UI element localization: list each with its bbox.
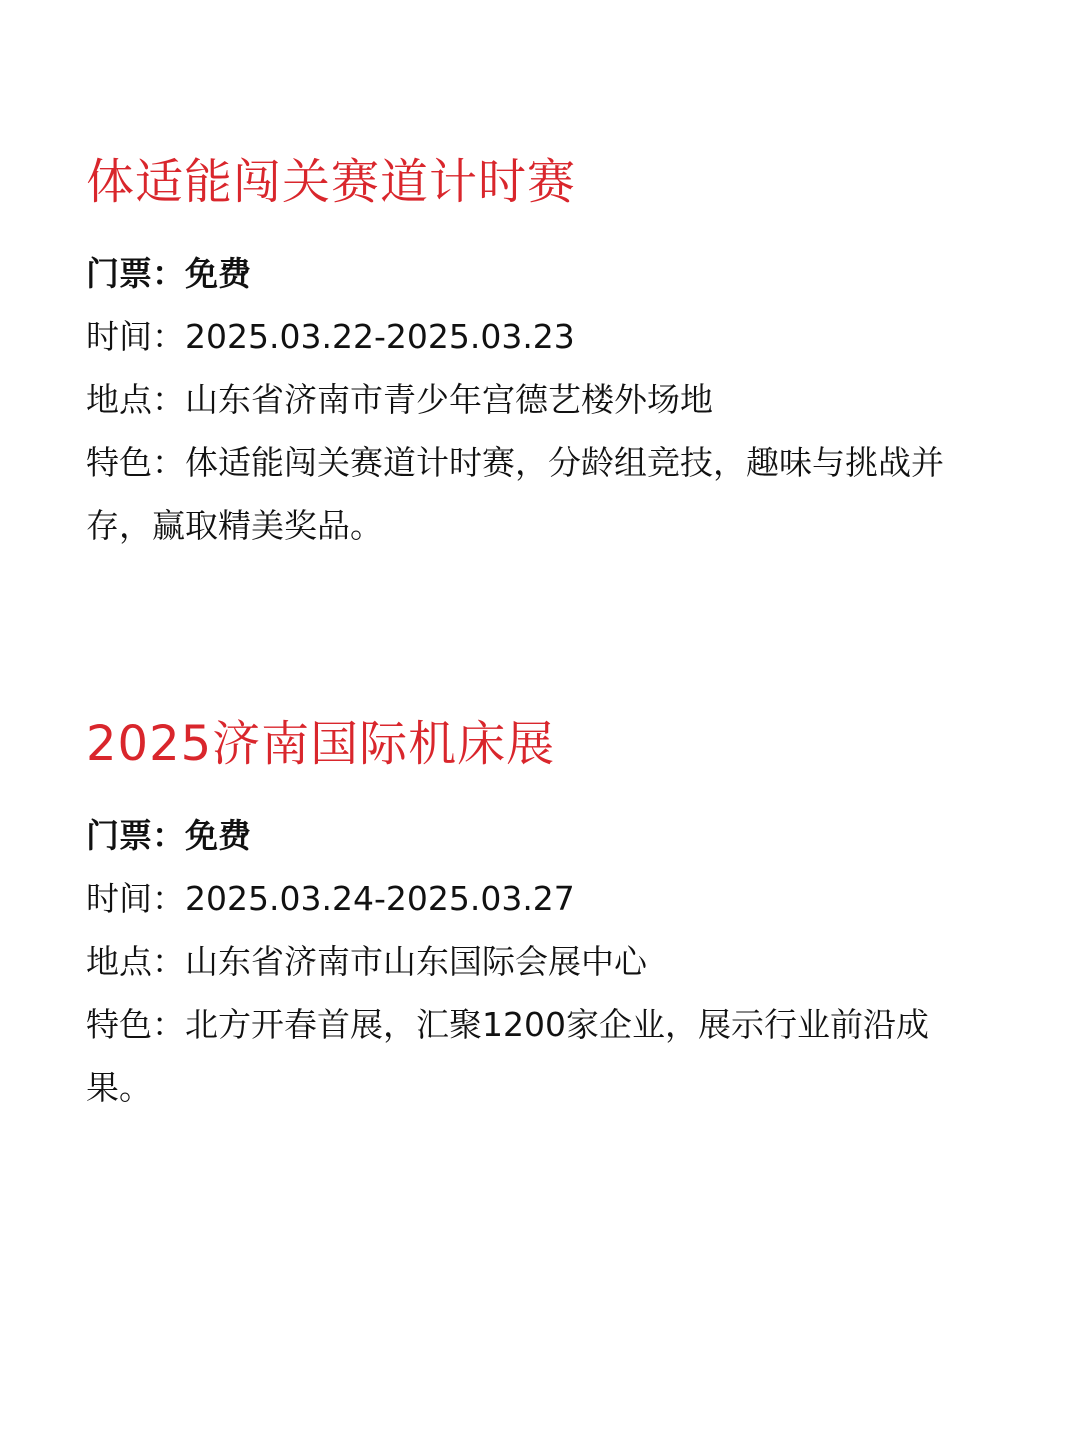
ticket-value: 免费: [185, 816, 251, 855]
location-value: 山东省济南市山东国际会展中心: [185, 942, 647, 981]
ticket-label: 门票：: [86, 254, 185, 293]
feature-line: [86, 993, 986, 1119]
event-card-machine-tool-expo: [86, 712, 986, 1119]
time-label: 时间：: [86, 317, 185, 356]
location-line: [86, 930, 986, 993]
location-line: [86, 368, 986, 431]
ticket-line: [86, 804, 986, 867]
feature-label: 特色：: [86, 1005, 185, 1044]
feature-label: 特色：: [86, 443, 185, 482]
time-label: 时间：: [86, 879, 185, 918]
feature-line: [86, 431, 986, 557]
location-value: 山东省济南市青少年宫德艺楼外场地: [185, 380, 713, 419]
event-title: 2025济南国际机床展: [86, 716, 556, 772]
ticket-line: [86, 242, 986, 305]
time-value: 2025.03.22-2025.03.23: [185, 317, 575, 356]
event-card-fitness-race: [86, 150, 986, 557]
feature-value: 体适能闯关赛道计时赛，分龄组竞技，趣味与挑战并存，赢取精美奖品。: [86, 443, 944, 545]
ticket-label: 门票：: [86, 816, 185, 855]
feature-value: 北方开春首展，汇聚1200家企业，展示行业前沿成果。: [86, 1005, 929, 1107]
location-label: 地点：: [86, 380, 185, 419]
time-line: [86, 867, 986, 930]
time-value: 2025.03.24-2025.03.27: [185, 879, 575, 918]
location-label: 地点：: [86, 942, 185, 981]
time-line: [86, 305, 986, 368]
event-title: 体适能闯关赛道计时赛: [86, 154, 577, 210]
ticket-value: 免费: [185, 254, 251, 293]
